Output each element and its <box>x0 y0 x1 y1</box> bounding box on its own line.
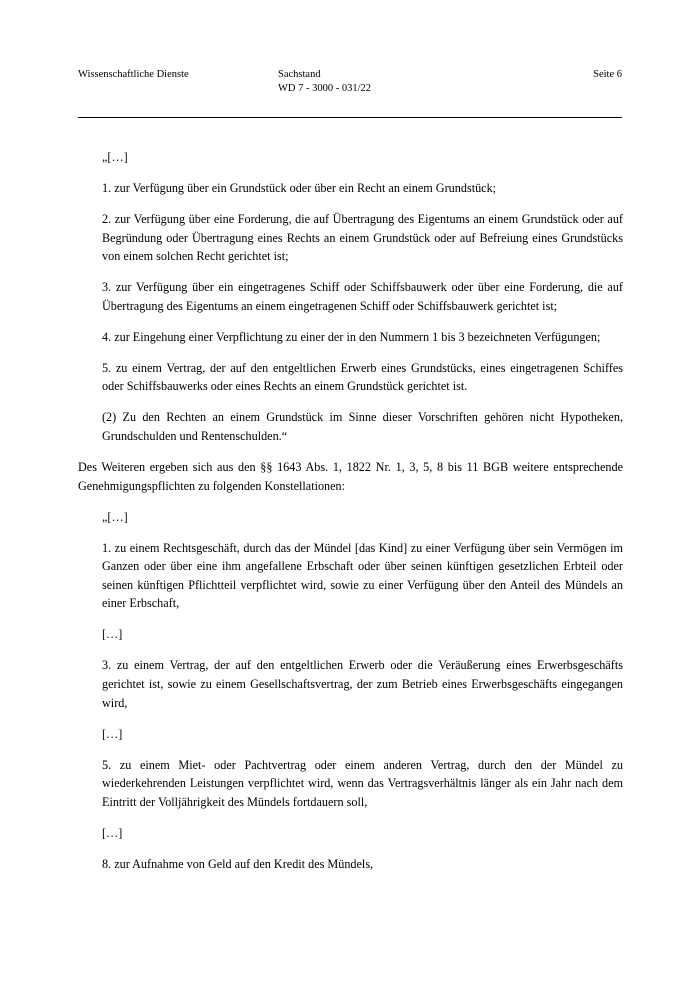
header-document-type <box>278 68 593 96</box>
paragraph: 3. zur Verfügung über ein eingetragenes Schiff oder Schiffsbauwerk oder über eine Forderung, die auf Übertragung des Eigentums an einem eingetragenen Schiff oder Schiffsbauwerk gerichtet ist; <box>102 280 623 313</box>
document-body <box>78 148 623 886</box>
paragraph: Des Weiteren ergeben sich aus den §§ 1643 Abs. 1, 1822 Nr. 1, 3, 5, 8 bis 11 BGB weitere entsprechende Genehmigungspflichten zu folgenden Konstellationen: <box>78 460 623 493</box>
header-divider <box>78 117 622 118</box>
header-department: Wissenschaftliche Dienste <box>78 69 189 80</box>
paragraph: […] <box>102 825 123 840</box>
paragraph: […] <box>102 726 123 741</box>
paragraph: 1. zu einem Rechtsgeschäft, durch das der Mündel [das Kind] zu einer Verfügung über sein Vermögen im Ganzen oder über eine ihm angefallene Erbschaft oder über seinen künftigen gesetzlichen Erbteil oder seinen künftigen Pflichtteil verpflichtet wird, sowie zu einer Verfügung über den Anteil des Mündels an einer Erbschaft, <box>102 540 623 611</box>
paragraph: „[…] <box>102 150 128 164</box>
paragraph: „[…] <box>102 509 128 524</box>
paragraph: 2. zur Verfügung über eine Forderung, die auf Übertragung des Eigentums an einem Grundstück oder auf Begründung oder Übertragung eines Rechts an einem Grundstück oder auf Befreiung eines Grundstücks von einem solchen Recht gerichtet ist; <box>102 212 623 264</box>
header-page-number: Seite 6 <box>593 69 622 80</box>
paragraph: 5. zu einem Miet- oder Pachtvertrag oder einem anderen Vertrag, durch den der Mündel zu wiederkehrenden Leistungen verpflichtet wird, wenn das Vertragsverhältnis länger als ein Jahr nach dem Eintritt der Volljährigkeit des Mündels fortdauern soll, <box>102 757 623 809</box>
header-row <box>78 68 622 96</box>
paragraph: 5. zu einem Vertrag, der auf den entgeltlichen Erwerb eines Grundstücks, eines eingetragenen Schiffes oder Schiffsbauwerks oder eines Rechts an einem Grundstück gerichtet ist. <box>102 360 623 394</box>
page-header <box>78 68 622 96</box>
header-document-type-line1: Sachstand <box>278 69 321 80</box>
paragraph: 4. zur Eingehung einer Verpflichtung zu einer der in den Nummern 1 bis 3 bezeichneten Verfügungen; <box>102 329 601 344</box>
paragraph: (2) Zu den Rechten an einem Grundstück im Sinne dieser Vorschriften gehören nicht Hypotheken, Grundschulden und Rentenschulden.“ <box>102 410 623 444</box>
header-document-number: WD 7 - 3000 - 031/22 <box>278 83 372 95</box>
paragraph: 3. zu einem Vertrag, der auf den entgeltlichen Erwerb oder die Veräußerung eines Erwerbsgeschäfts gerichtet ist, sowie zu einem Gesellschaftsvertrag, der zum Betrieb eines Erwerbsgeschäfts eingegangen wird, <box>102 658 623 710</box>
paragraph: […] <box>102 627 123 642</box>
paragraph: 1. zur Verfügung über ein Grundstück oder über ein Recht an einem Grundstück; <box>102 181 497 196</box>
paragraph: 8. zur Aufnahme von Geld auf den Kredit des Mündels, <box>102 856 374 871</box>
